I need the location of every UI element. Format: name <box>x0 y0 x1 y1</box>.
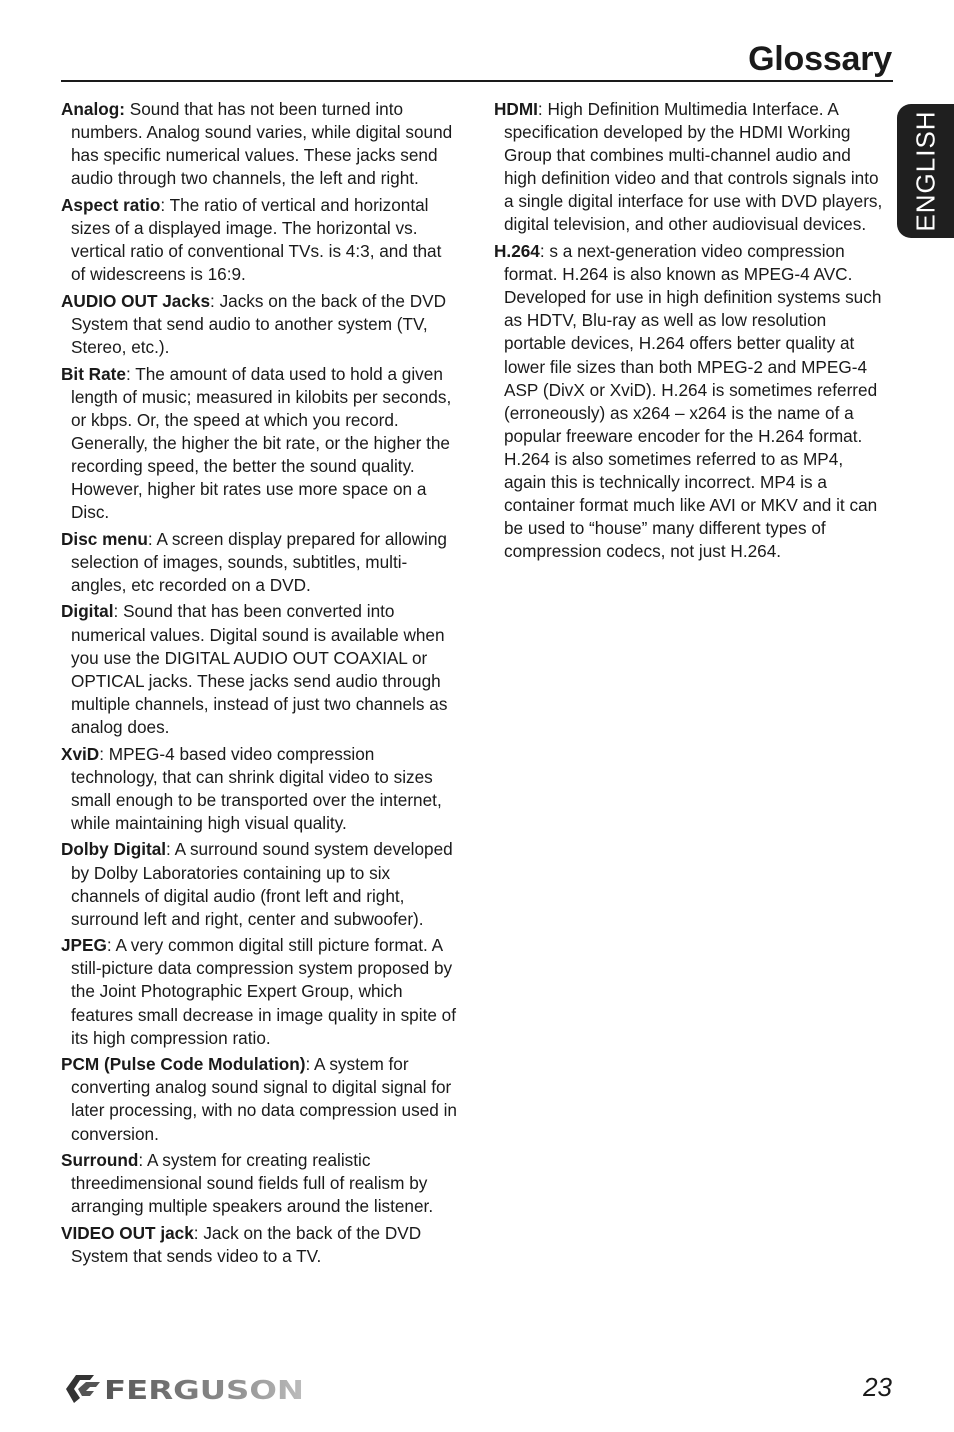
glossary-entry-xvid <box>61 743 457 835</box>
header-divider <box>61 80 893 82</box>
language-tab <box>897 104 954 238</box>
glossary-term: H.264 <box>494 241 540 262</box>
glossary-definition: : The amount of data used to hold a given length of music; measured in kilobits per seconds, or kbps. Or, the speed at which you record. Generally, the higher the bit rate, or the higher the recording speed, the better the sound quality. However, higher bit rates use more space on a Disc. <box>71 363 452 523</box>
glossary-definition: : High Definition Multimedia Interface. A specification developed by the HDMI Working Group that combines multi-channel audio and high definition video and that controls signals into a single digital interface for use with DVD players, digital television, and other audiovisual devices. <box>504 99 883 235</box>
glossary-definition: : A surround sound system developed by Dolby Laboratories containing up to six channels of digital audio (front left and right, surround left and right, center and subwoofer). <box>71 839 453 929</box>
glossary-entry-analog <box>61 98 457 190</box>
glossary-entry-video-out-jack <box>61 1222 457 1268</box>
glossary-definition: : A system for converting analog sound signal to digital signal for later processing, with no data compression used in conversion. <box>71 1054 457 1144</box>
glossary-definition: : Sound that has been converted into numerical values. Digital sound is available when you use the DIGITAL AUDIO OUT COAXIAL or OPTICAL jacks. These jacks send audio through multiple channels, instead of just two channels as analog does. <box>71 601 448 737</box>
glossary-term: Aspect ratio <box>61 194 161 215</box>
glossary-term: PCM (Pulse Code Modulation) <box>61 1054 306 1075</box>
glossary-definition: : The ratio of vertical and horizontal sizes of a displayed image. The horizontal vs. vertical ratio of conventional TVs. is 4:3, and that of widescreens is 16:9. <box>71 194 442 285</box>
logo-mark-icon <box>66 1375 100 1403</box>
glossary-entry-dolby-digital <box>61 838 457 930</box>
glossary-term: Bit Rate <box>61 363 126 384</box>
glossary-definition: Sound that has not been turned into numbers. Analog sound varies, while digital sound has specific numerical values. These jacks send audio through two channels, the left and right. <box>71 99 453 189</box>
glossary-entry-digital <box>61 600 457 739</box>
glossary-entry-audio-out-jacks <box>61 290 457 359</box>
glossary-entry-aspect-ratio <box>61 194 457 286</box>
glossary-definition: : A screen display prepared for allowing selection of images, sounds, subtitles, multi-angles, etc recorded on a DVD. <box>71 528 447 595</box>
glossary-definition: : Jack on the back of the DVD System that sends video to a TV. <box>71 1222 422 1266</box>
glossary-term: AUDIO OUT Jacks <box>61 290 211 311</box>
glossary-term: Disc menu <box>61 528 148 549</box>
ferguson-logo <box>64 1372 308 1411</box>
glossary-entry-h264 <box>494 240 886 563</box>
page-title: Glossary <box>748 40 892 78</box>
glossary-term: Analog: <box>61 99 125 119</box>
glossary-entry-hdmi <box>494 98 886 237</box>
glossary-entry-jpeg <box>61 934 457 1049</box>
glossary-definition: : Jacks on the back of the DVD System that send audio to another system (TV, Stereo, etc.). <box>71 290 446 357</box>
glossary-column-right <box>494 98 886 567</box>
glossary-term: HDMI <box>494 99 538 119</box>
language-tab-label: ENGLISH <box>910 110 940 232</box>
glossary-term: XviD <box>61 743 100 764</box>
glossary-term: Dolby Digital <box>61 839 167 860</box>
glossary-entry-disc-menu <box>61 528 457 597</box>
glossary-term: JPEG <box>61 935 107 956</box>
glossary-term: VIDEO OUT jack <box>61 1222 194 1243</box>
glossary-entry-surround <box>61 1149 457 1218</box>
glossary-entry-pcm <box>61 1053 457 1145</box>
glossary-entry-bit-rate <box>61 363 457 525</box>
brand-wordmark: FERGUSON <box>104 1376 304 1406</box>
glossary-column-left <box>61 98 457 1272</box>
page-number: 23 <box>863 1372 892 1402</box>
glossary-definition: : A very common digital still picture format. A still-picture data compression system proposed by the Joint Photographic Expert Group, which features small decrease in image quality in spite of its high compression ratio. <box>71 935 457 1048</box>
glossary-definition: : A system for creating realistic threedimensional sound fields full of realism by arranging multiple speakers around the listener. <box>71 1150 434 1217</box>
glossary-definition: : s a next-generation video compression format. H.264 is also known as MPEG-4 AVC. Developed for use in high definition systems such as HDTV, Blu-ray as well as low resolution portable devices, H.264 offers better quality at lower file sizes than both MPEG-2 and MPEG-4 ASP (DivX or XviD). H.264 is sometimes referred (erroneously) as x264 – x264 is the name of a popular freeware encoder for the H.264 format. H.264 is also sometimes referred to as MP4, again this is technically incorrect. MP4 is a container format much like AVI or MKV and it can be used to “house” many different types of compression codecs, not just H.264. <box>504 241 882 562</box>
glossary-definition: : MPEG-4 based video compression technology, that can shrink digital video to sizes small enough to be transported over the internet, while maintaining high visual quality. <box>71 743 442 833</box>
glossary-term: Digital <box>61 601 114 622</box>
glossary-term: Surround <box>61 1150 139 1171</box>
